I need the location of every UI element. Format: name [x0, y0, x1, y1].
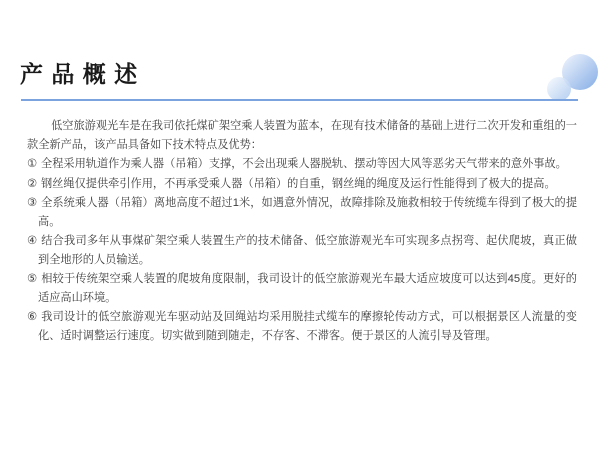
feature-text: 全系统乘人器（吊箱）离地高度不超过1米，如遇意外情况，故障排除及施救相较于传统缆车得到了极大的提高。 [38, 197, 578, 228]
feature-number: ③ [27, 197, 38, 209]
page-title: 产 品 概 述 [20, 61, 139, 87]
feature-text: 我司设计的低空旅游观光车驱动站及回绳站均采用脱挂式缆车的摩擦轮传动方式，可以根据景区人流量的变化、适时调整运行速度。切实做到随到随走，不存客、不滞客。便于景区的人流引导及管理。 [38, 311, 577, 342]
feature-number: ⑥ [27, 311, 38, 323]
feature-item [27, 308, 577, 345]
feature-item [27, 155, 577, 174]
feature-number: ⑤ [27, 273, 38, 285]
feature-text: 相较于传统架空乘人装置的爬坡角度限制，我司设计的低空旅游观光车最大适应坡度可以达到45度。更好的适应高山环境。 [38, 273, 577, 304]
feature-item [27, 194, 577, 231]
feature-number: ② [27, 177, 38, 190]
feature-item [27, 175, 577, 194]
slide-body [27, 117, 577, 345]
feature-number: ① [27, 158, 38, 170]
intro-paragraph: 低空旅游观光车是在我司依托煤矿架空乘人装置为蓝本，在现有技术储备的基础上进行二次开发和重组的一款全新产品，该产品具备如下技术特点及优势： [27, 120, 577, 151]
title-underline [21, 99, 578, 101]
decorative-circle-small [547, 77, 571, 101]
feature-text: 结合我司多年从事煤矿架空乘人装置生产的技术储备、低空旅游观光车可实现多点拐弯、起伏爬坡，真正做到全地形的人员输送。 [38, 235, 577, 266]
feature-number: ④ [27, 235, 38, 247]
feature-item [27, 270, 577, 307]
feature-item [27, 232, 577, 269]
feature-text: 全程采用轨道作为乘人器（吊箱）支撑，不会出现乘人器脱轨、摆动等因大风等恶劣天气带来的意外事故。 [41, 158, 567, 170]
feature-text: 钢丝绳仅提供牵引作用，不再承受乘人器（吊箱）的自重，钢丝绳的绳度及运行性能得到了极大的提高。 [41, 177, 556, 190]
